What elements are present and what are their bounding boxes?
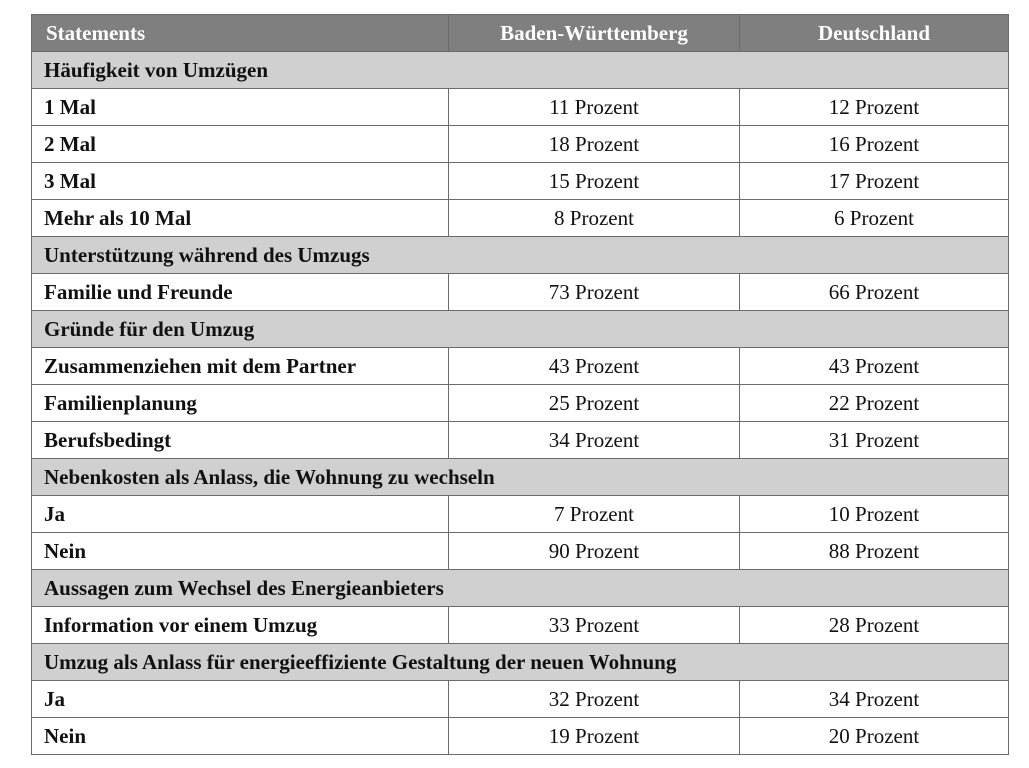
row-label: Information vor einem Umzug [32, 607, 449, 644]
section-title: Umzug als Anlass für energieeffiziente Gestaltung der neuen Wohnung [32, 644, 1009, 681]
section-title: Nebenkosten als Anlass, die Wohnung zu wechseln [32, 459, 1009, 496]
row-label: Nein [32, 533, 449, 570]
row-label: 1 Mal [32, 89, 449, 126]
table-row [32, 496, 1009, 533]
table-row [32, 348, 1009, 385]
value-deutschland: 31 Prozent [740, 422, 1009, 459]
table-row [32, 385, 1009, 422]
value-deutschland: 43 Prozent [740, 348, 1009, 385]
value-deutschland: 28 Prozent [740, 607, 1009, 644]
value-baden-wuerttemberg: 34 Prozent [449, 422, 740, 459]
row-label: Familie und Freunde [32, 274, 449, 311]
value-baden-wuerttemberg: 15 Prozent [449, 163, 740, 200]
value-deutschland: 34 Prozent [740, 681, 1009, 718]
table-row [32, 718, 1009, 755]
row-label: Mehr als 10 Mal [32, 200, 449, 237]
header-statements: Statements [32, 15, 449, 52]
table-header-row [32, 15, 1009, 52]
value-baden-wuerttemberg: 43 Prozent [449, 348, 740, 385]
table-row [32, 274, 1009, 311]
value-deutschland: 12 Prozent [740, 89, 1009, 126]
value-baden-wuerttemberg: 73 Prozent [449, 274, 740, 311]
value-baden-wuerttemberg: 8 Prozent [449, 200, 740, 237]
table-row [32, 163, 1009, 200]
section-row [32, 311, 1009, 348]
section-row [32, 644, 1009, 681]
section-row [32, 237, 1009, 274]
value-baden-wuerttemberg: 19 Prozent [449, 718, 740, 755]
value-deutschland: 22 Prozent [740, 385, 1009, 422]
section-title: Häufigkeit von Umzügen [32, 52, 1009, 89]
value-baden-wuerttemberg: 11 Prozent [449, 89, 740, 126]
table-row [32, 607, 1009, 644]
header-deutschland: Deutschland [740, 15, 1009, 52]
value-deutschland: 10 Prozent [740, 496, 1009, 533]
table-row [32, 533, 1009, 570]
row-label: Zusammenziehen mit dem Partner [32, 348, 449, 385]
table-body [32, 52, 1009, 755]
table-row [32, 422, 1009, 459]
table-row [32, 200, 1009, 237]
value-baden-wuerttemberg: 18 Prozent [449, 126, 740, 163]
value-deutschland: 88 Prozent [740, 533, 1009, 570]
value-deutschland: 66 Prozent [740, 274, 1009, 311]
value-baden-wuerttemberg: 25 Prozent [449, 385, 740, 422]
header-baden-wuerttemberg: Baden-Württemberg [449, 15, 740, 52]
value-baden-wuerttemberg: 90 Prozent [449, 533, 740, 570]
statistics-table [31, 14, 1009, 755]
section-title: Gründe für den Umzug [32, 311, 1009, 348]
row-label: Familienplanung [32, 385, 449, 422]
row-label: 2 Mal [32, 126, 449, 163]
table-row [32, 126, 1009, 163]
section-title: Aussagen zum Wechsel des Energieanbieters [32, 570, 1009, 607]
row-label: Berufsbedingt [32, 422, 449, 459]
value-baden-wuerttemberg: 33 Prozent [449, 607, 740, 644]
section-title: Unterstützung während des Umzugs [32, 237, 1009, 274]
value-deutschland: 16 Prozent [740, 126, 1009, 163]
value-deutschland: 17 Prozent [740, 163, 1009, 200]
row-label: Ja [32, 681, 449, 718]
section-row [32, 459, 1009, 496]
row-label: Ja [32, 496, 449, 533]
value-baden-wuerttemberg: 7 Prozent [449, 496, 740, 533]
table-row [32, 89, 1009, 126]
value-baden-wuerttemberg: 32 Prozent [449, 681, 740, 718]
row-label: 3 Mal [32, 163, 449, 200]
section-row [32, 52, 1009, 89]
section-row [32, 570, 1009, 607]
value-deutschland: 6 Prozent [740, 200, 1009, 237]
value-deutschland: 20 Prozent [740, 718, 1009, 755]
row-label: Nein [32, 718, 449, 755]
table-row [32, 681, 1009, 718]
